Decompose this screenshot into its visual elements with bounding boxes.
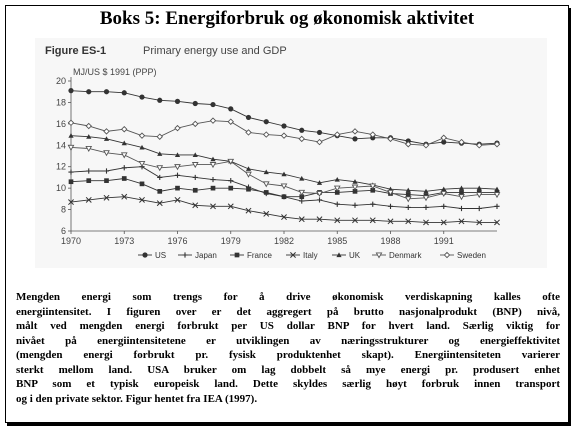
x-tick-label: 1970 <box>60 236 82 246</box>
data-point <box>86 168 91 173</box>
data-point <box>175 173 180 178</box>
data-point <box>104 129 109 134</box>
data-point <box>317 139 322 144</box>
caption-line: (mengden energi forbrukt pr. fysisk produktenhet skapt). Energiintensiteten varierer <box>16 349 560 361</box>
data-point <box>68 169 73 174</box>
data-point <box>211 186 216 191</box>
data-point <box>228 178 233 183</box>
x-tick-label: 1979 <box>220 236 241 246</box>
data-point <box>139 94 144 99</box>
data-point <box>139 133 144 138</box>
data-point <box>494 204 499 209</box>
data-point <box>193 188 198 193</box>
data-point <box>352 203 357 208</box>
legend-item <box>178 251 217 260</box>
data-point <box>441 204 446 209</box>
series-line <box>71 136 497 192</box>
data-point <box>228 119 233 124</box>
box-title: Boks 5: Energiforbruk og økonomisk aktivitet <box>99 8 475 29</box>
x-tick-label: 1991 <box>433 236 454 246</box>
data-point <box>406 205 411 210</box>
legend-label: US <box>155 251 167 260</box>
figure-title: Primary energy use and GDP <box>143 45 287 57</box>
data-point <box>104 178 109 183</box>
data-point <box>335 177 340 182</box>
info-box <box>5 5 569 423</box>
data-point <box>122 127 127 132</box>
data-point <box>193 175 198 180</box>
legend-item <box>230 251 272 260</box>
y-tick-label: 10 <box>55 183 66 194</box>
data-point <box>370 202 375 207</box>
data-point <box>264 190 269 195</box>
data-point <box>317 130 322 135</box>
legend-item <box>440 251 486 260</box>
caption-line: energiintensitet. I figuren over er det aggregert på brutto nasjonalprodukt (BNP) nivå, <box>16 305 560 318</box>
legend-label: Japan <box>195 251 217 260</box>
data-point <box>388 204 393 209</box>
data-point <box>122 90 127 95</box>
data-point <box>193 121 198 126</box>
data-point <box>459 206 464 211</box>
legend-item <box>138 251 166 260</box>
data-point <box>228 106 233 111</box>
data-point <box>104 168 109 173</box>
x-tick-label: 1976 <box>167 236 188 246</box>
data-point <box>459 190 464 195</box>
data-point <box>175 186 180 191</box>
legend-marker <box>182 252 187 257</box>
figure-panel <box>35 38 547 268</box>
data-point <box>193 101 198 106</box>
data-point <box>210 102 215 107</box>
y-tick-label: 20 <box>55 76 66 86</box>
legend-label: Sweden <box>457 251 486 260</box>
data-point <box>246 166 251 171</box>
data-point <box>246 115 251 120</box>
x-tick-label: 1973 <box>114 236 135 246</box>
legend-item <box>286 251 318 260</box>
legend-marker <box>444 252 449 257</box>
legend-label: France <box>247 251 272 260</box>
data-point <box>299 136 304 141</box>
data-point <box>68 88 73 93</box>
data-point <box>175 99 180 104</box>
legend-label: UK <box>349 251 361 260</box>
caption-line: Mengden energi som trengs for å drive økonomisk verdiskapning kalles ofte <box>16 291 560 303</box>
data-point <box>157 175 162 180</box>
data-point <box>104 89 109 94</box>
caption-line: BNP som et typisk europeisk land. Dette skyldes særlig høyt forbruk innen transport <box>16 378 560 390</box>
data-point <box>317 197 322 202</box>
data-point <box>228 186 233 191</box>
data-point <box>423 205 428 210</box>
y-tick-label: 12 <box>55 161 66 172</box>
data-point <box>282 194 287 199</box>
legend-marker <box>142 252 147 257</box>
data-point <box>157 98 162 103</box>
data-point <box>299 128 304 133</box>
caption-line: og i den private sektor. Figur hentet fra IEA (1997). <box>16 392 258 405</box>
data-point <box>264 132 269 137</box>
data-point <box>352 136 357 141</box>
y-tick-label: 8 <box>60 204 66 215</box>
y-tick-label: 18 <box>55 97 66 108</box>
data-point <box>264 119 269 124</box>
y-tick-label: 6 <box>60 226 66 236</box>
data-point <box>441 135 446 140</box>
data-point <box>210 177 215 182</box>
x-tick-label: 1985 <box>327 236 348 246</box>
data-point <box>352 129 357 134</box>
y-tick-label: 14 <box>55 140 66 151</box>
data-point <box>122 165 127 170</box>
box-caption <box>16 290 560 406</box>
figure-label: Figure ES-1 <box>45 45 107 57</box>
series-line <box>71 197 497 223</box>
data-point <box>299 198 304 203</box>
legend-marker <box>235 253 240 258</box>
caption-line: målt ved mengden energi forbrukt per US dollar BNP for hvert land. Særlig viktig for <box>16 320 560 332</box>
data-point <box>86 123 91 128</box>
caption-line: sterkt mellom land. USA bruker om lag dobbelt så mye energi pr. produsert enhet <box>16 363 560 376</box>
x-tick-label: 1982 <box>273 236 295 246</box>
data-point <box>157 189 162 194</box>
data-point <box>210 118 215 123</box>
legend-item <box>372 251 422 260</box>
legend-item <box>332 251 361 260</box>
data-point <box>406 192 411 197</box>
y-tick-label: 16 <box>55 118 66 129</box>
data-point <box>175 126 180 131</box>
x-tick-label: 1988 <box>380 236 401 246</box>
legend-label: Italy <box>303 251 318 260</box>
data-point <box>281 123 286 128</box>
data-point <box>68 120 73 125</box>
data-point <box>335 202 340 207</box>
data-point <box>122 176 127 181</box>
data-point <box>459 195 464 200</box>
data-point <box>246 187 251 192</box>
data-point <box>86 178 91 183</box>
y-axis-label: MJ/US $ 1991 (PPP) <box>73 67 157 77</box>
data-point <box>122 153 127 158</box>
caption-line: nivået på energiintensitetene er utviklingen av næringsstrukturer og energieffektivitet <box>16 334 560 347</box>
data-point <box>86 89 91 94</box>
data-point <box>140 182 145 187</box>
data-point <box>157 134 162 139</box>
legend <box>138 251 486 260</box>
data-point <box>477 206 482 211</box>
legend-label: Denmark <box>389 251 422 260</box>
data-point <box>246 172 251 177</box>
data-point <box>69 179 74 184</box>
energy-intensity-chart <box>35 38 547 268</box>
data-point <box>281 133 286 138</box>
data-point <box>246 130 251 135</box>
